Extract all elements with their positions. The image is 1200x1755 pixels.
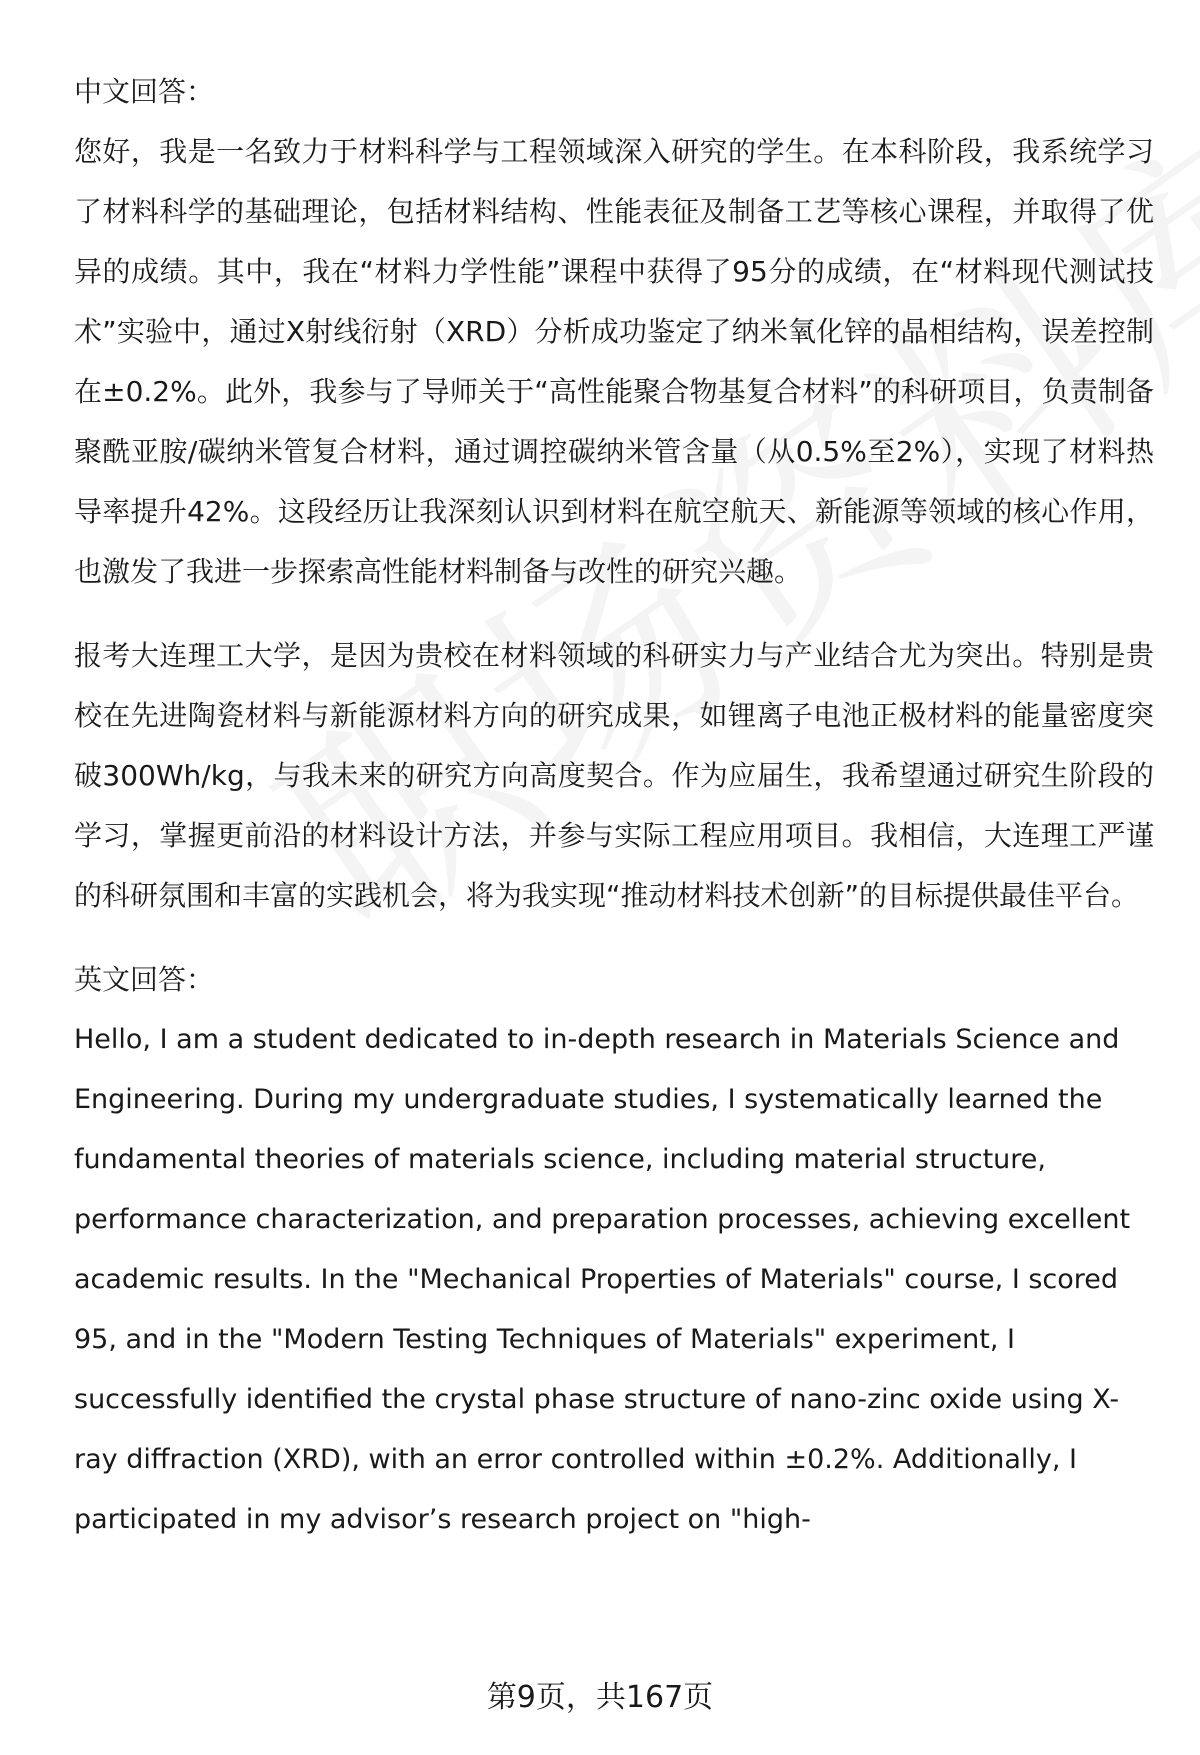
- chinese-answer-label: 中文回答：: [74, 75, 215, 108]
- document-body: [74, 62, 1154, 1550]
- english-answer-label: 英文回答：: [74, 963, 215, 996]
- chinese-paragraph-2: 报考大连理工大学，是因为贵校在材料领域的科研实力与产业结合尤为突出。特别是贵校在先进陶瓷材料与新能源材料方向的研究成果，如锂离子电池正极材料的能量密度突破300Wh/kg，与我未来的研究方向高度契合。作为应届生，我希望通过研究生阶段的学习，掌握更前沿的材料设计方法，并参与实际工程应用项目。我相信，大连理工严谨的科研氛围和丰富的实践机会，将为我实现“推动材料技术创新”的目标提供最佳平台。: [74, 639, 1154, 912]
- chinese-paragraph-1: 您好，我是一名致力于材料科学与工程领域深入研究的学生。在本科阶段，我系统学习了材料科学的基础理论，包括材料结构、性能表征及制备工艺等核心课程，并取得了优异的成绩。其中，我在“材料力学性能”课程中获得了95分的成绩，在“材料现代测试技术”实验中，通过X射线衍射（XRD）分析成功鉴定了纳米氧化锌的晶相结构，误差控制在±0.2%。此外，我参与了导师关于“高性能聚合物基复合材料”的科研项目，负责制备聚酰亚胺/碳纳米管复合材料，通过调控碳纳米管含量（从0.5%至2%），实现了材料热导率提升42%。这段经历让我深刻认识到材料在航空航天、新能源等领域的核心作用，也激发了我进一步探索高性能材料制备与改性的研究兴趣。: [74, 135, 1154, 588]
- english-paragraph: Hello, I am a student dedicated to in-depth research in Materials Science and Engineering. During my undergraduate studies, I systematically learned the fundamental theories of materials science, including material structure, performance characterization, and preparation processes, achieving excellent academic results. In the "Mechanical Properties of Materials" course, I scored 95, and in the "Modern Testing Techniques of Materials" experiment, I successfully identified the crystal phase structure of nano-zinc oxide using X-ray diffraction (XRD), with an error controlled within ±0.2%. Additionally, I participated in my advisor’s research project on "high-: [74, 1024, 1131, 1535]
- page-number-footer: 第9页，共167页: [486, 1680, 714, 1715]
